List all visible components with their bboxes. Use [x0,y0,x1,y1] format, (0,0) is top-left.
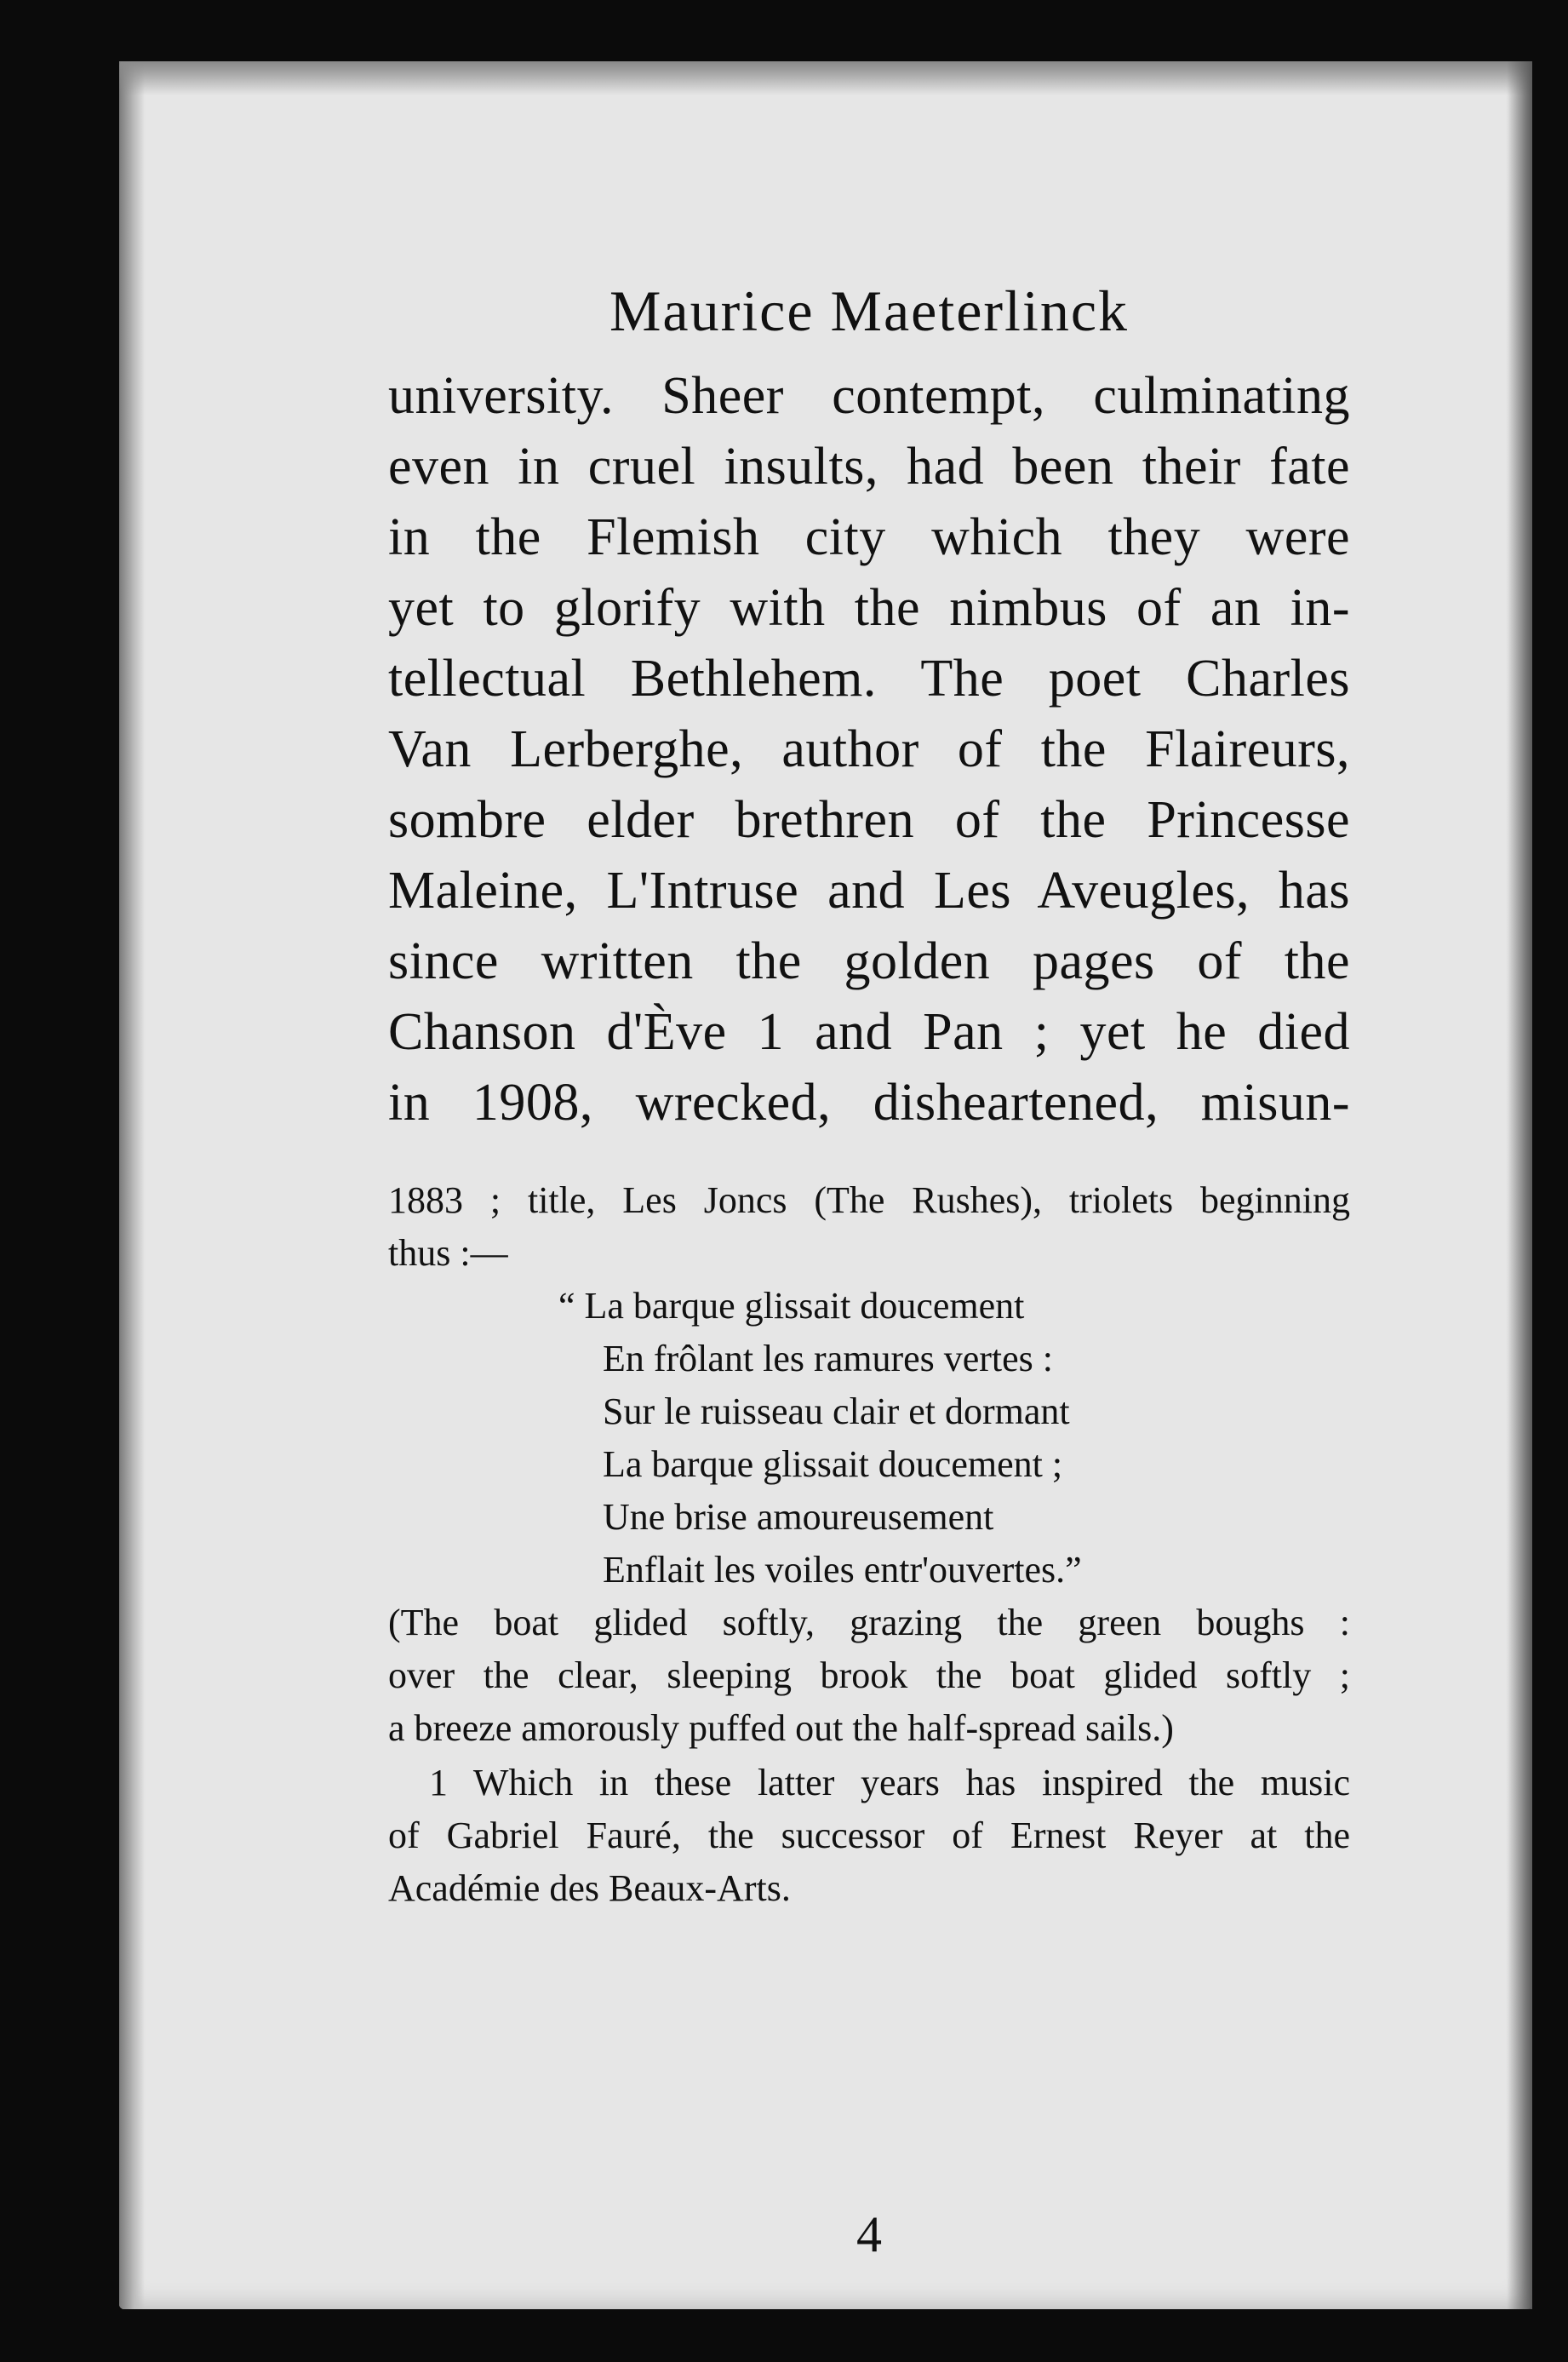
body-line: Chanson d'Ève 1 and Pan ; yet he died [388,1003,1350,1061]
footnote-line: 1 Which in these latter years has inspired the music [429,1762,1350,1803]
body-line: in the Flemish city which they were [388,508,1350,566]
page-shadow-left [119,61,145,2309]
body-text [388,361,1350,1138]
verse-line: “ La barque glissait doucement [558,1285,1025,1327]
body-line: Maleine, L'Intruse and Les Aveugles, has [388,862,1350,920]
body-line: even in cruel insults, had been their fate [388,438,1350,496]
translation-line: over the clear, sleeping brook the boat glided softly ; [388,1654,1350,1696]
verse-quote [558,1280,1350,1597]
verse-line: Une brise amoureusement [603,1496,994,1538]
verse-line: Sur le ruisseau clair et dormant [603,1390,1070,1432]
verse-line: La barque glissait doucement ; [603,1443,1063,1485]
page-shadow-top [119,61,1532,95]
body-line: tellectual Bethlehem. The poet Charles [388,650,1350,708]
body-line: university. Sheer contempt, culminating [388,367,1350,425]
body-line: sombre elder brethren of the Princesse [388,791,1350,849]
footnote [388,1174,1350,1915]
page-shadow-right [1507,61,1532,2309]
verse-line: Enflait les voiles entr'ouvertes.” [603,1549,1082,1591]
translation-line: a breeze amorously puffed out the half-spread sails.) [388,1707,1174,1749]
body-line: in 1908, wrecked, disheartened, misun- [388,1074,1350,1132]
footnote-line: Académie des Beaux-Arts. [388,1867,791,1909]
running-head: Maurice Maeterlinck [609,278,1130,343]
footnote-line: of Gabriel Fauré, the successor of Ernest Reyer at the [388,1814,1350,1856]
translation-line: (The boat glided softly, grazing the green boughs : [388,1602,1350,1643]
footnote-line: thus :— [388,1232,508,1274]
verse-line: En frôlant les ramures vertes : [603,1338,1054,1379]
page-number: 4 [856,2206,882,2262]
body-line: yet to glorify with the nimbus of an in- [388,579,1350,637]
footnote-line: 1883 ; title, Les Joncs (The Rushes), triolets beginning [388,1179,1350,1221]
body-line: Van Lerberghe, author of the Flaireurs, [388,720,1350,778]
footnote-2 [388,1757,1350,1915]
page-text [388,272,1350,2262]
body-line: since written the golden pages of the [388,932,1350,990]
